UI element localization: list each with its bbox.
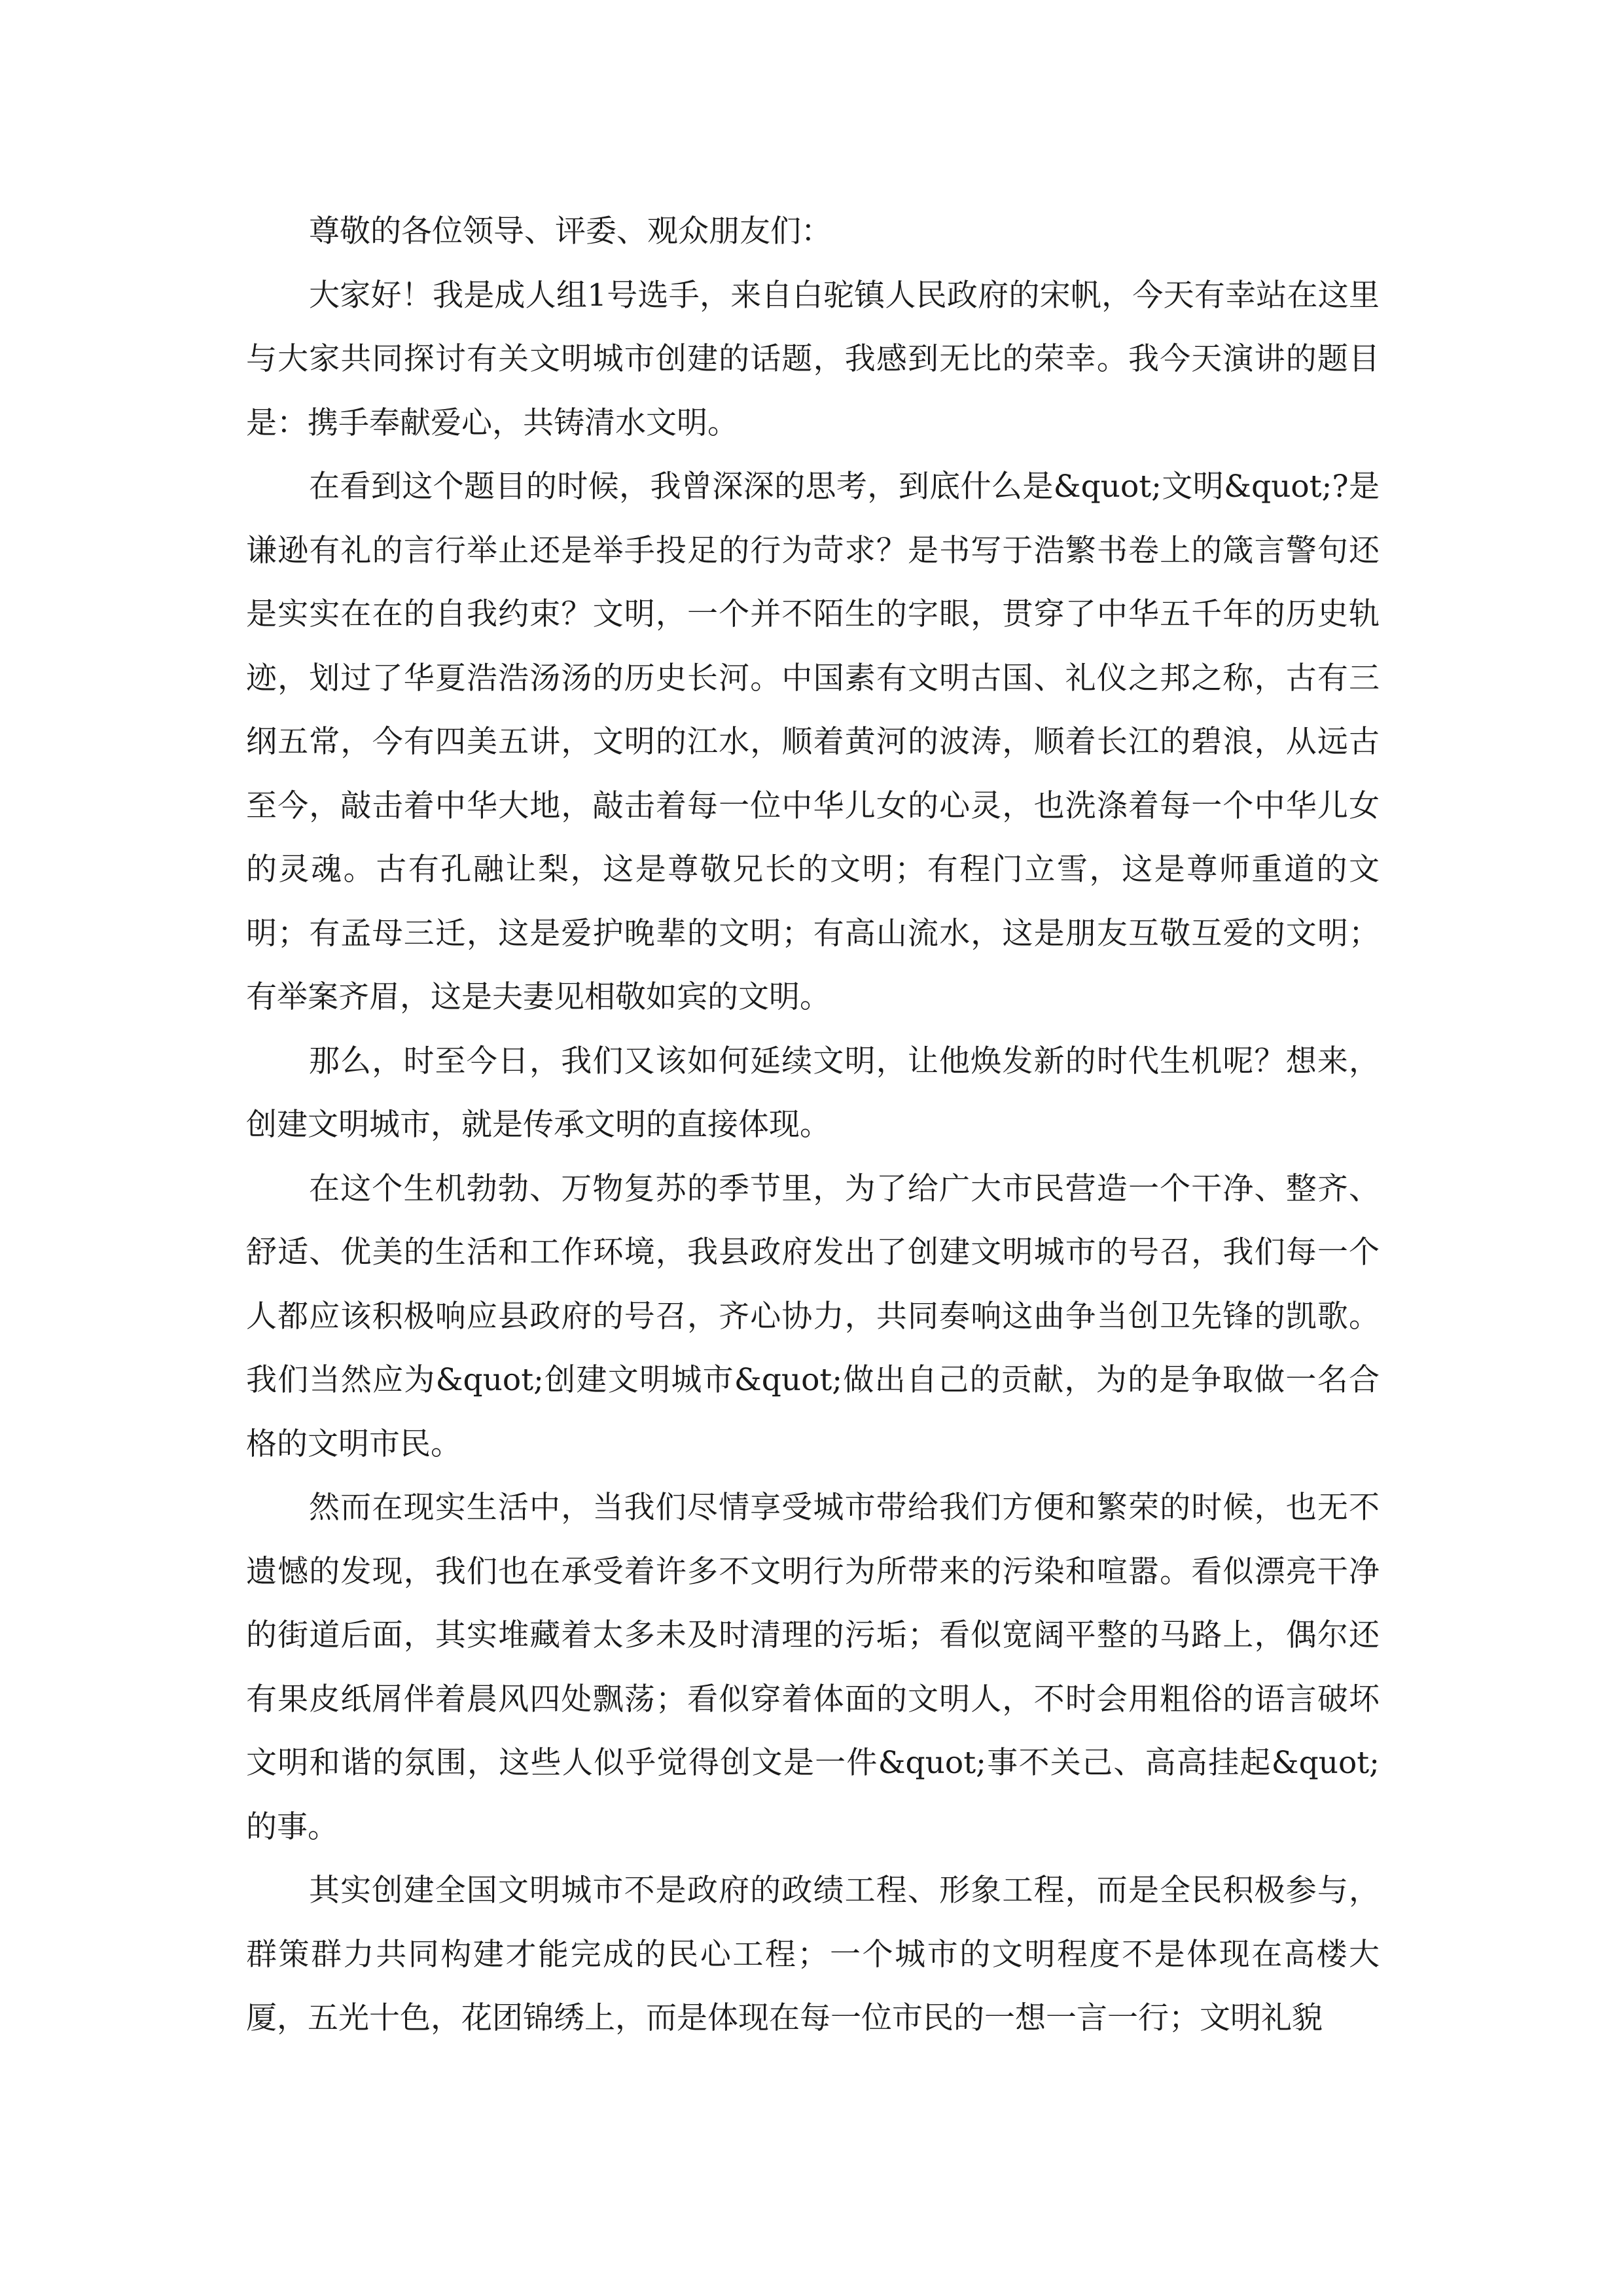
paragraph-salutation: 尊敬的各位领导、评委、观众朋友们： [309,213,832,249]
paragraph-meaning-of-civilization: 在看到这个题目的时候，我曾深深的思考，到底什么是&quot;文明&quot;?是谦逊有礼的言行举止还是举手投足的行为苛求？是书写于浩繁书卷上的箴言警句还是实实在在的自我约束？文明，一个并不陌生的字眼，贯穿了中华五千年的历史轨迹，划过了华夏浩浩汤汤的历史长河。中国素有文明古国、礼仪之邦之称，古有三纲五常，今有四美五讲，文明的江水，顺着黄河的波涛，顺着长江的碧浪，从远古至今，敲击着中华大地，敲击着每一位中华儿女的心灵，也洗涤着每一个中华儿女的灵魂。古有孔融让梨，这是尊敬兄长的文明；有程门立雪，这是尊师重道的文明；有孟母三迁，这是爱护晚辈的文明；有高山流水，这是朋友互敬互爱的文明；有举案齐眉，这是夫妻见相敬如宾的文明。 [246,469,1380,1015]
paragraph-continuing-civilization: 那么，时至今日，我们又该如何延续文明，让他焕发新的时代生机呢？想来，创建文明城市，就是传承文明的直接体现。 [246,1043,1380,1143]
speech-body [246,200,1380,2051]
paragraph-public-participation: 其实创建全国文明城市不是政府的政绩工程、形象工程，而是全民积极参与，群策群力共同构建才能完成的民心工程；一个城市的文明程度不是体现在高楼大厦，五光十色，花团锦绣上，而是体现在每一位市民的一想一言一行；文明礼貌 [246,1873,1380,2036]
paragraph-introduction: 大家好！我是成人组1号选手，来自白驼镇人民政府的宋帆，今天有幸站在这里与大家共同探讨有关文明城市创建的话题，我感到无比的荣幸。我今天演讲的题目是：携手奉献爱心，共铸清水文明。 [246,277,1380,441]
paragraph-government-call: 在这个生机勃勃、万物复苏的季节里，为了给广大市民营造一个干净、整齐、舒适、优美的生活和工作环境，我县政府发出了创建文明城市的号召，我们每一个人都应该积极响应县政府的号召，齐心协力，共同奏响这曲争当创卫先锋的凯歌。我们当然应为&quot;创建文明城市&quot;做出自己的贡献，为的是争取做一名合格的文明市民。 [246,1170,1380,1462]
paragraph-uncivilized-behavior: 然而在现实生活中，当我们尽情享受城市带给我们方便和繁荣的时候，也无不遗憾的发现，我们也在承受着许多不文明行为所带来的污染和喧嚣。看似漂亮干净的街道后面，其实堆藏着太多未及时清理的污垢；看似宽阔平整的马路上，偶尔还有果皮纸屑伴着晨风四处飘荡；看似穿着体面的文明人，不时会用粗俗的语言破坏文明和谐的氛围，这些人似乎觉得创文是一件&quot;事不关己、高高挂起&quot;的事。 [246,1490,1380,1845]
